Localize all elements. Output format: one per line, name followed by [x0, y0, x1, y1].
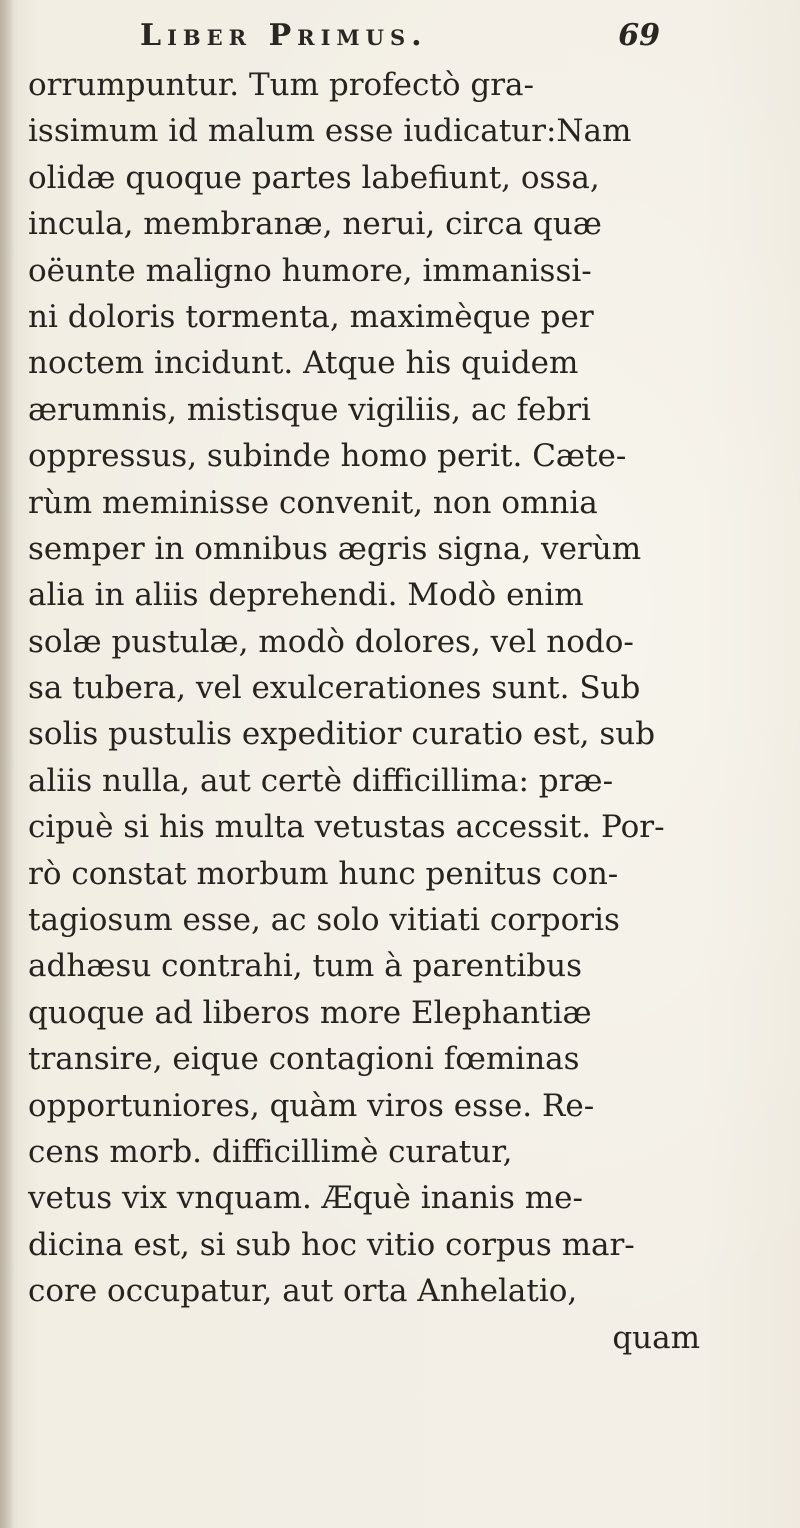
text-line: tagiosum esse, ac solo vitiati corporis	[28, 902, 620, 939]
text-line: semper in omnibus ægris signa, verùm	[28, 530, 642, 567]
text-line: quoque ad liberos more Elephantiæ	[28, 994, 592, 1031]
page-number: 69	[618, 18, 660, 53]
text-line: orrumpuntur. Tum profectò gra-	[28, 67, 534, 103]
catchword: quam	[612, 1319, 700, 1356]
text-line: core occupatur, aut orta Anhelatio,	[28, 1273, 578, 1310]
text-line: incula, membranæ, nerui, circa quæ	[28, 206, 602, 243]
text-line: cipuè si his multa vetustas accessit. Por-	[28, 809, 665, 846]
text-line: solis pustulis expeditior curatio est, sub	[28, 716, 656, 753]
text-line: rò constat morbum hunc penitus con-	[28, 855, 619, 892]
text-line: solæ pustulæ, modò dolores, vel nodo-	[28, 623, 634, 660]
text-line: issimum id malum esse iudicatur:Nam	[28, 113, 632, 150]
text-line: ærumnis, mistisque vigiliis, ac febri	[28, 391, 591, 428]
page-gutter	[0, 0, 14, 1528]
text-line: alia in aliis deprehendi. Modò enim	[28, 577, 584, 614]
text-line: olidæ quoque partes labefiunt, ossa,	[28, 159, 600, 196]
text-line: transire, eique contagioni fœminas	[28, 1041, 580, 1078]
text-line: ni doloris tormenta, maximèque per	[28, 298, 594, 335]
text-line: oppressus, subinde homo perit. Cæte-	[28, 438, 627, 475]
text-line: dicina est, si sub hoc vitio corpus mar-	[28, 1226, 635, 1263]
text-line: noctem incidunt. Atque his quidem	[28, 345, 579, 382]
text-line: vetus vix vnquam. Æquè inanis me-	[28, 1180, 583, 1217]
text-line: sa tubera, vel exulcerationes sunt. Sub	[28, 670, 641, 707]
text-line: cens morb. difficillimè curatur,	[28, 1133, 513, 1170]
body-text	[28, 62, 768, 1361]
text-line: oëunte maligno humore, immanissi-	[28, 252, 592, 289]
text-line: aliis nulla, aut certè difficillima: præ-	[28, 762, 614, 799]
text-line: opportuniores, quàm viros esse. Re-	[28, 1087, 595, 1124]
running-head: Liber Primus.	[140, 18, 428, 53]
text-line: rùm meminisse convenit, non omnia	[28, 484, 598, 521]
page-header	[140, 14, 660, 62]
text-line: adhæsu contrahi, tum à parentibus	[28, 948, 583, 985]
